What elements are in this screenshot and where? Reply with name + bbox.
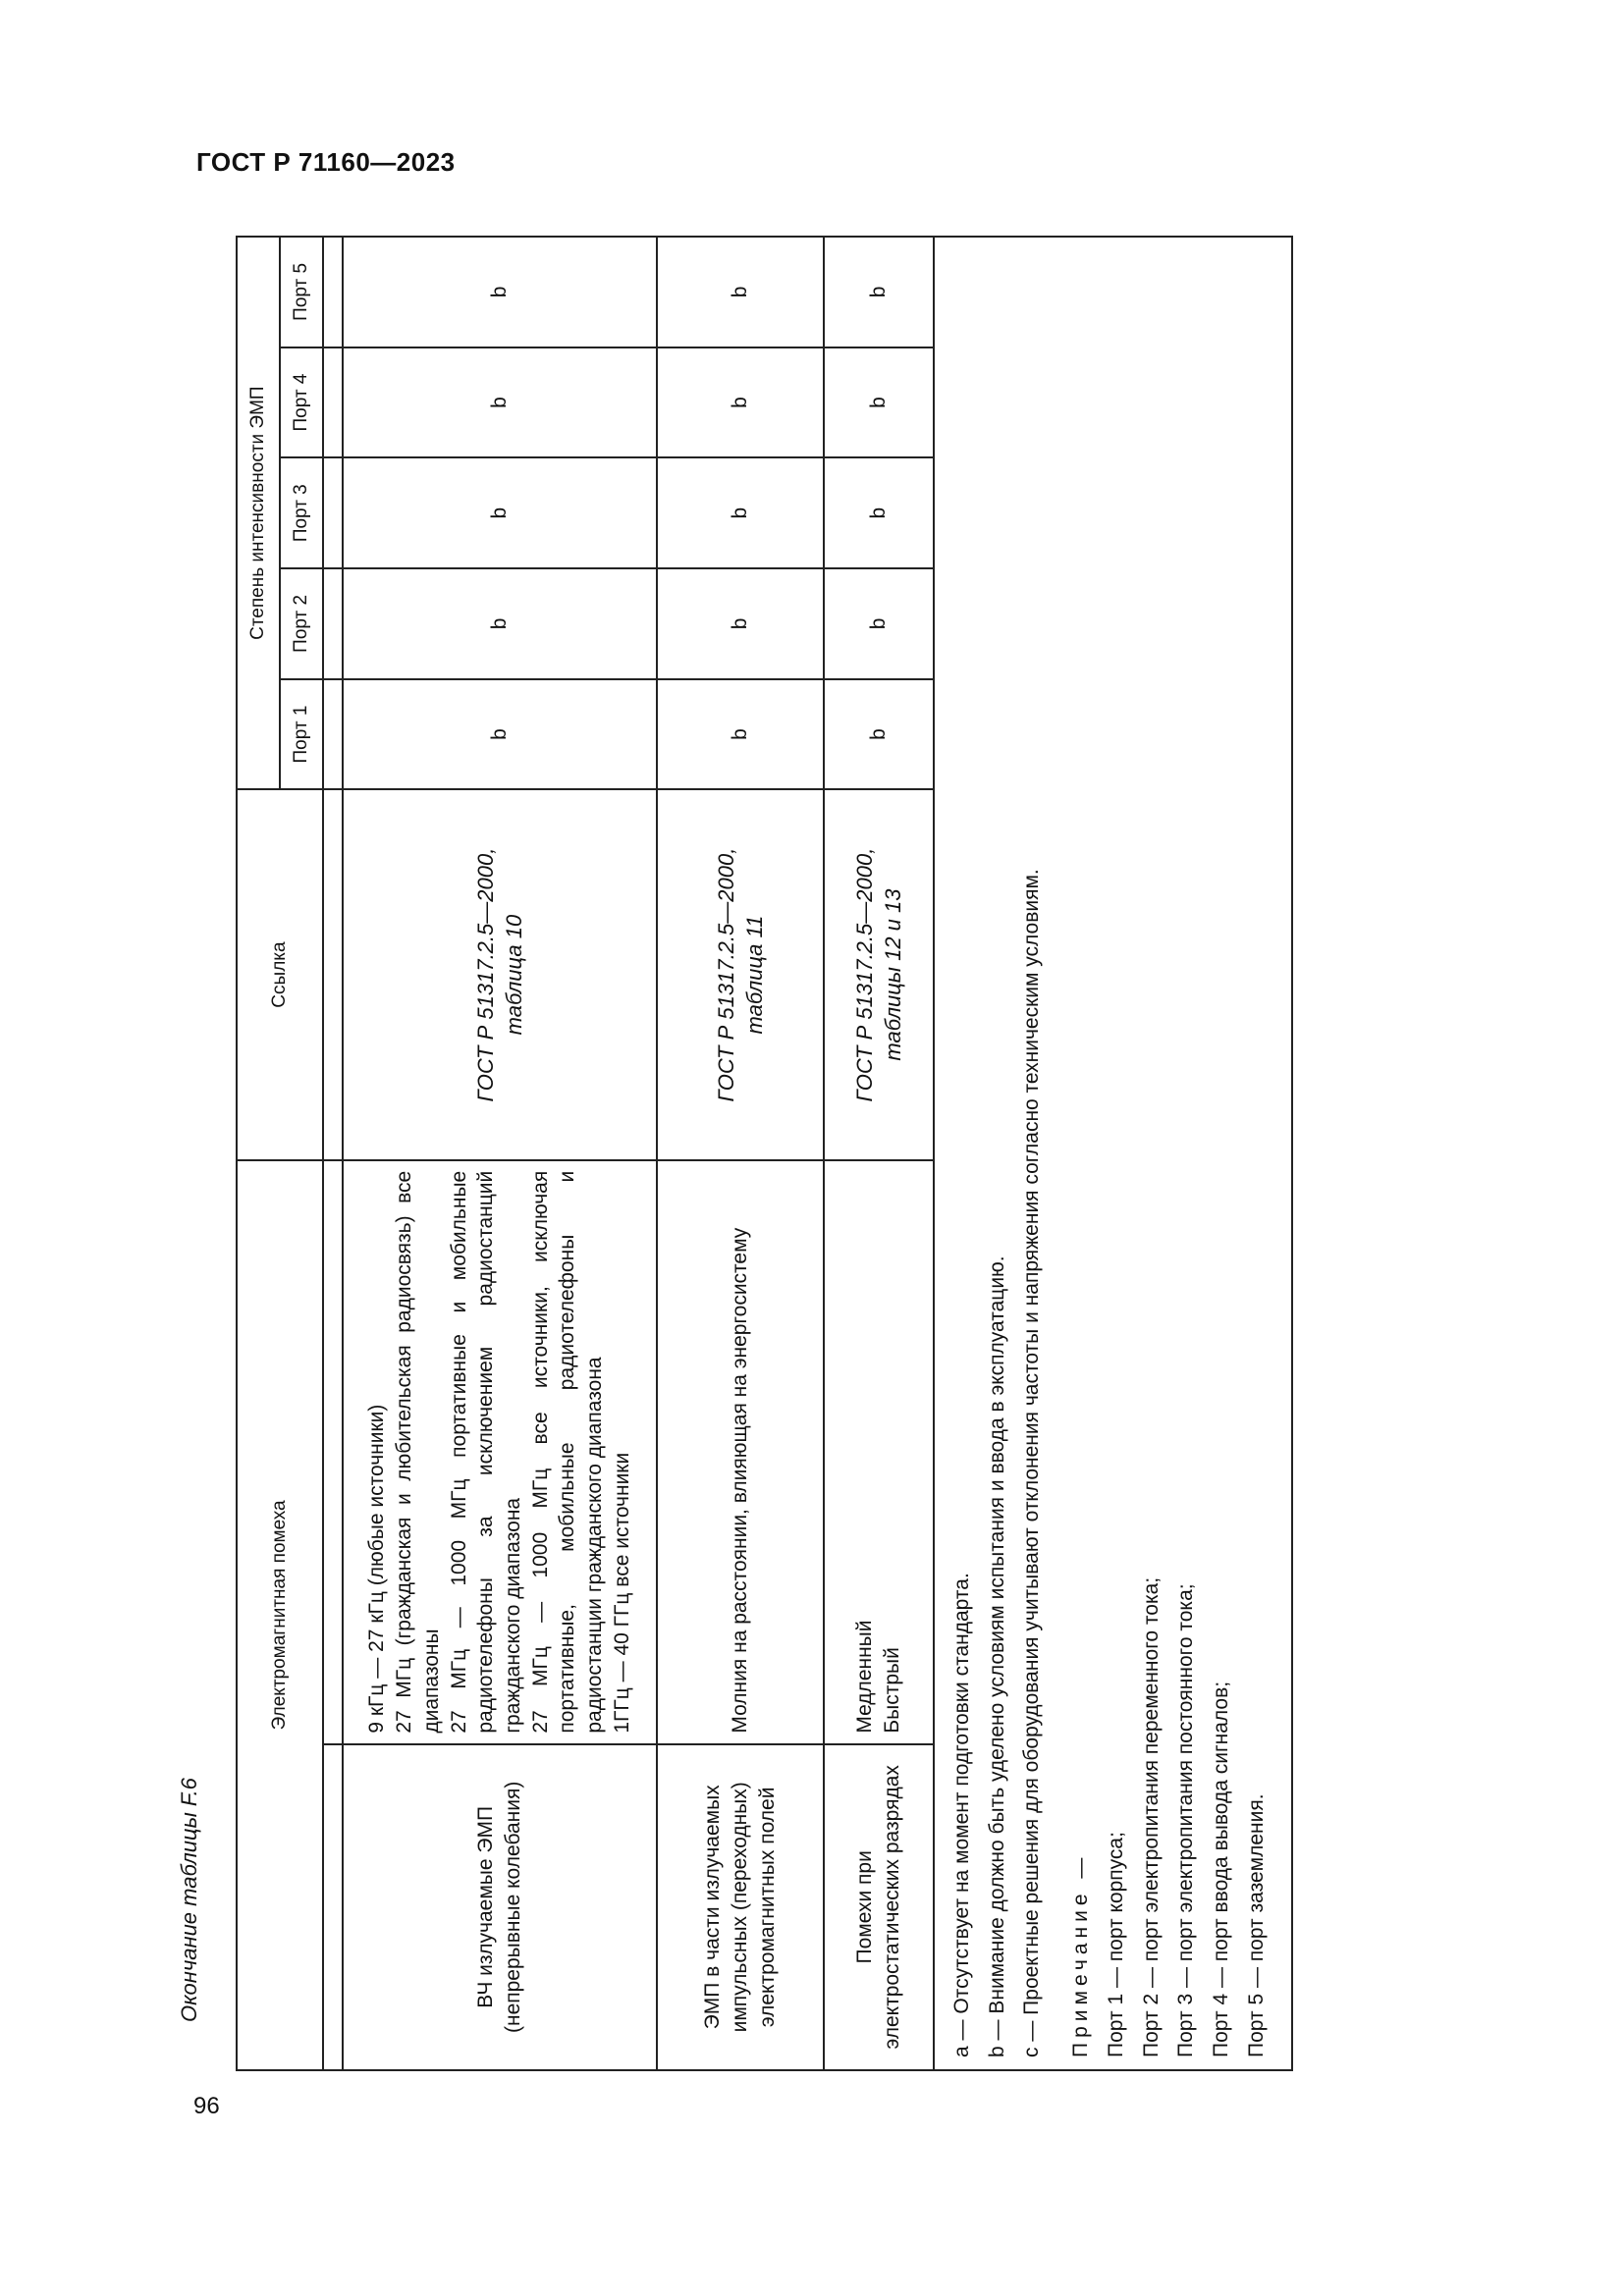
footnote: c — Проектные решения для оборудования учитывают отклонения частоты и напряжения согласно техническим условиям. — [1020, 869, 1044, 2057]
port-value: b — [824, 568, 934, 679]
table-row — [343, 237, 657, 2070]
reference-line: ГОСТ Р 51317.2.5—2000, — [713, 847, 738, 1102]
port-value: b — [824, 237, 934, 347]
reference-line: таблица 11 — [742, 915, 767, 1035]
header-port: Порт 4 — [280, 347, 323, 458]
row-name: ВЧ излучаемые ЭМП (непрерывные колебания) — [343, 1744, 657, 2070]
header-port: Порт 3 — [280, 457, 323, 568]
detail-line: 27 МГц — 1000 МГц портативные и мобильные радиотелефоны за исключением радиостанций гражданского диапазона — [447, 1170, 524, 1734]
port-value: b — [343, 568, 657, 679]
table-caption: Окончание таблицы F.6 — [177, 1778, 201, 2022]
note-line: Порт 3 — порт электропитания постоянного тока; — [1174, 1583, 1198, 2057]
note-line: Порт 2 — порт электропитания переменного тока; — [1139, 1576, 1163, 2057]
detail-line: Медленный — [853, 1620, 877, 1734]
note-line: Порт 4 — порт ввода вывода сигналов; — [1210, 1681, 1233, 2057]
detail-line: Быстрый — [881, 1647, 903, 1734]
header-port: Порт 2 — [280, 568, 323, 679]
port-value: b — [657, 568, 824, 679]
separator-row — [323, 237, 343, 2070]
header-interference: Электромагнитная помеха — [237, 1160, 323, 2070]
reference-line: ГОСТ Р 51317.2.5—2000, — [472, 847, 498, 1102]
row-reference — [657, 789, 824, 1159]
header-port: Порт 5 — [280, 237, 323, 347]
port-value: b — [343, 237, 657, 347]
footnote: b — Внимание должно быть уделено условиям испытания и ввода в эксплуатацию. — [985, 1255, 1008, 2057]
page-number: 96 — [193, 2093, 220, 2119]
table-row — [657, 237, 824, 2070]
row-details — [824, 1160, 934, 1744]
row-reference — [343, 789, 657, 1159]
port-value: b — [657, 347, 824, 458]
header-reference: Ссылка — [237, 789, 323, 1159]
port-value: b — [343, 347, 657, 458]
reference-line: ГОСТ Р 51317.2.5—2000, — [851, 847, 877, 1102]
header-row — [237, 237, 280, 2070]
detail-line: Молния на расстоянии, влияющая на энергосистему — [729, 1227, 752, 1734]
header-port: Порт 1 — [280, 679, 323, 790]
port-value: b — [657, 679, 824, 790]
row-name: ЭМП в части излучаемых импульсных (переходных) электромагнитных полей — [657, 1744, 824, 2070]
emi-table — [236, 236, 1293, 2071]
document-title: ГОСТ Р 71160—2023 — [196, 147, 456, 177]
notes-row — [934, 237, 1292, 2070]
rotated-table-container — [236, 236, 1281, 2071]
detail-line: 1ГГц — 40 ГГц все источники — [610, 1452, 633, 1734]
note-heading: Примечание — — [1069, 1852, 1093, 2057]
detail-line: 27 МГц — 1000 МГц все источники, исключая портативные, мобильные радиотелефоны и радиостанции гражданского диапазона — [528, 1170, 607, 1734]
row-details — [657, 1160, 824, 1744]
detail-line: 9 кГц — 27 кГц (любые источники) — [365, 1404, 389, 1734]
port-value: b — [824, 347, 934, 458]
footnote: a — Отсутствует на момент подготовки стандарта. — [950, 1573, 973, 2057]
reference-line: таблица 10 — [502, 914, 526, 1036]
port-value: b — [657, 237, 824, 347]
table-notes — [934, 237, 1292, 2070]
detail-line: 27 МГц (гражданская и любительская радиосвязь) все диапазоны — [393, 1170, 443, 1734]
note-line: Порт 1 — порт корпуса; — [1104, 1832, 1127, 2057]
port-value: b — [824, 457, 934, 568]
port-value: b — [343, 457, 657, 568]
row-name: Помехи при электростатических разрядах — [824, 1744, 934, 2070]
row-reference — [824, 789, 934, 1159]
reference-line: таблицы 12 и 13 — [881, 888, 905, 1061]
port-value: b — [657, 457, 824, 568]
table-row — [824, 237, 934, 2070]
row-details — [343, 1160, 657, 1744]
header-severity: Степень интенсивности ЭМП — [237, 237, 280, 789]
note-line: Порт 5 — порт заземления. — [1244, 1793, 1268, 2057]
port-value: b — [824, 679, 934, 790]
port-value: b — [343, 679, 657, 790]
